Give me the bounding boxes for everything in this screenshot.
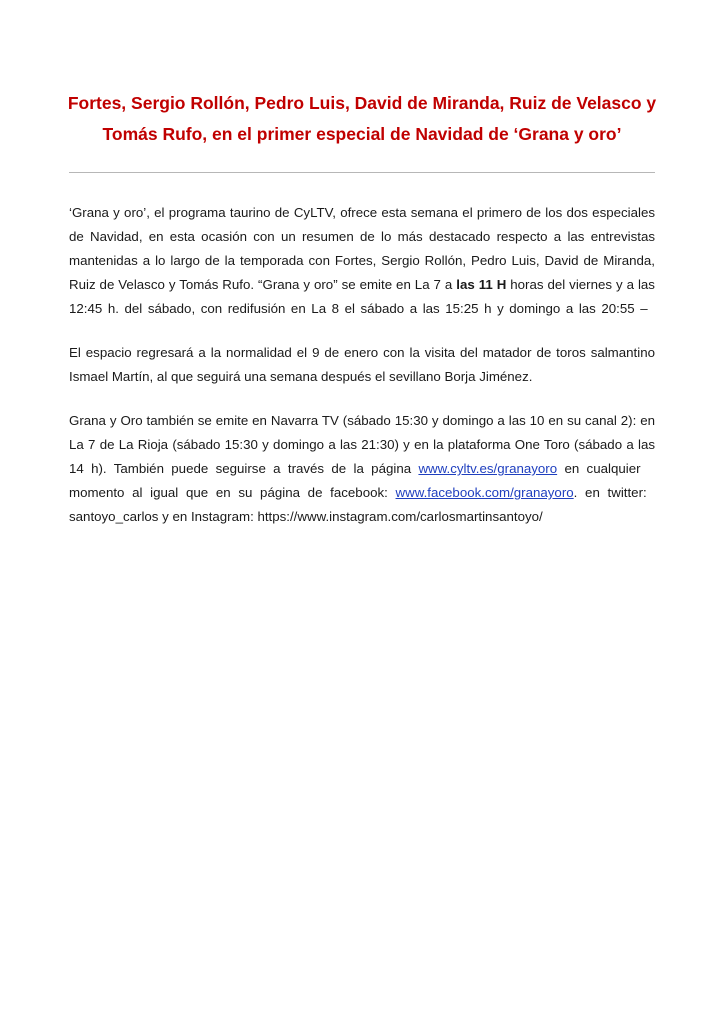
paragraph-3-line-3-start: 14 h). También puede seguirse a través de la página <box>69 461 419 476</box>
paragraph-1 <box>69 201 655 321</box>
horizontal-divider <box>69 172 655 173</box>
paragraph-1-line-4 <box>69 273 655 297</box>
paragraph-1-line-4-end: horas del viernes y a las <box>506 277 655 292</box>
paragraph-2-line-1: El espacio regresará a la normalidad el 9 de enero con la visita del matador de toros salmantino <box>69 345 655 360</box>
paragraph-3-line-2: La 7 de La Rioja (sábado 15:30 y domingo a las 21:30) y en la plataforma One Toro (sábado a las <box>69 437 655 452</box>
paragraph-3-line-1: Grana y Oro también se emite en Navarra TV (sábado 15:30 y domingo a las 10 en su canal 2): en <box>69 413 655 428</box>
paragraph-3 <box>69 409 655 529</box>
paragraph-3-line-3 <box>69 457 655 481</box>
paragraph-2 <box>69 341 655 389</box>
paragraph-2-line-2: Ismael Martín, al que seguirá una semana después el sevillano Borja Jiménez. <box>69 369 533 384</box>
broadcast-time-bold: las 11 H <box>456 277 507 292</box>
paragraph-3-line-3-end: en cualquier <box>557 461 641 476</box>
paragraph-1-line-4-start: Ruiz de Velasco y Tomás Rufo. “Grana y oro” se emite en La 7 a <box>69 277 457 292</box>
paragraph-1-line-5: 12:45 h. del sábado, con redifusión en La 8 el sábado a las 15:25 h y domingo a las 20:55 – <box>69 301 648 316</box>
paragraph-3-line-4-start: momento al igual que en su página de facebook: <box>69 485 396 500</box>
cyltv-link[interactable]: www.cyltv.es/granayoro <box>418 461 558 476</box>
title-line-1: Fortes, Sergio Rollón, Pedro Luis, David de Miranda, Ruiz de Velasco y <box>67 93 657 113</box>
paragraph-1-line-2: de Navidad, en esta ocasión con un resumen de lo más destacado respecto a las entrevistas <box>69 229 655 244</box>
paragraph-3-line-5: santoyo_carlos y en Instagram: https://www.instagram.com/carlosmartinsantoyo/ <box>69 509 543 524</box>
facebook-link[interactable]: www.facebook.com/granayoro <box>395 485 574 500</box>
paragraph-1-line-3: mantenidas a lo largo de la temporada con Fortes, Sergio Rollón, Pedro Luis, David de Miranda, <box>69 253 655 268</box>
title-line-2: Tomás Rufo, en el primer especial de Navidad de ‘Grana y oro’ <box>102 124 622 144</box>
document-title <box>60 88 664 150</box>
paragraph-1-line-1: ‘Grana y oro’, el programa taurino de CyLTV, ofrece esta semana el primero de los dos especiales <box>69 205 655 220</box>
paragraph-3-line-4 <box>69 481 655 505</box>
paragraph-3-line-4-end: . en twitter: <box>573 485 647 500</box>
